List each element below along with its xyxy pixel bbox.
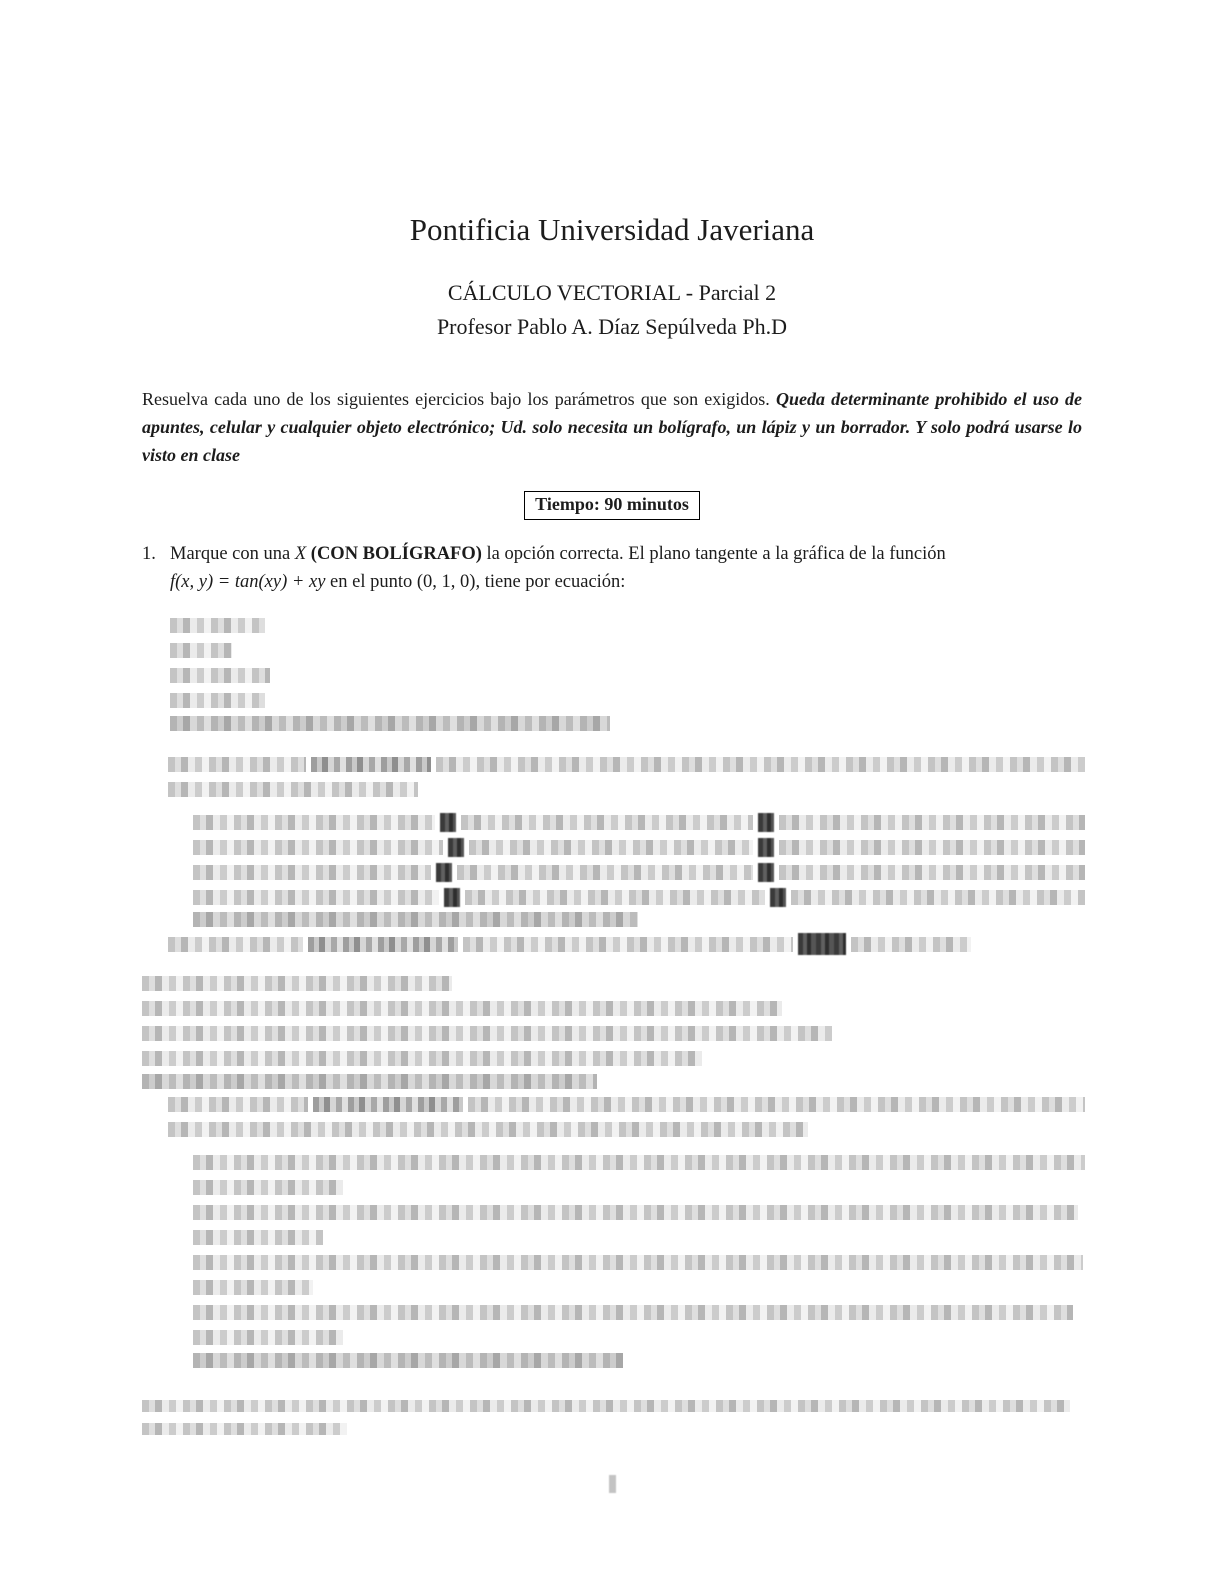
redacted-text-segment — [170, 716, 610, 731]
redacted-text-segment — [193, 1155, 1085, 1170]
redacted-text-segment — [193, 1280, 313, 1295]
redacted-text-segment — [468, 1097, 1085, 1112]
redacted-line — [193, 1155, 1082, 1170]
redacted-line — [142, 1074, 1082, 1089]
redacted-line — [193, 840, 1082, 855]
redacted-line — [168, 937, 1082, 952]
redacted-text-segment — [779, 815, 1085, 830]
redacted-text-segment — [436, 757, 1085, 772]
redacted-line — [193, 1280, 1082, 1295]
question-1-options-redacted — [170, 618, 1082, 731]
question-3-options-redacted — [142, 976, 1082, 1089]
redacted-line — [170, 668, 1082, 683]
redacted-formula-block — [770, 888, 786, 907]
question-4-options-redacted — [193, 1155, 1082, 1368]
redacted-line — [168, 782, 1082, 797]
question-2-prompt-redacted — [168, 757, 1082, 797]
redacted-text-segment — [170, 618, 265, 633]
redacted-text-segment — [168, 1122, 808, 1137]
redacted-text-segment — [851, 937, 971, 952]
redacted-line — [170, 716, 1082, 731]
redacted-line — [170, 618, 1082, 633]
question-1-number: 1. — [142, 544, 156, 564]
redacted-line — [170, 693, 1082, 708]
time-limit-box: Tiempo: 90 minutos — [524, 491, 700, 520]
redacted-text-segment — [193, 1180, 343, 1195]
redacted-formula-block — [436, 863, 452, 882]
redacted-text-segment — [142, 1423, 347, 1435]
question-2-options-redacted — [193, 815, 1082, 927]
redacted-text-segment — [193, 1255, 1083, 1270]
redacted-text-segment — [193, 1230, 323, 1245]
redacted-text-segment — [463, 937, 793, 952]
question-1 — [142, 540, 1082, 741]
redacted-line — [168, 1097, 1082, 1112]
redacted-line — [142, 1001, 1082, 1016]
redacted-text-segment — [779, 840, 1085, 855]
redacted-text-segment — [308, 937, 458, 952]
question-4-prompt-redacted — [168, 1097, 1082, 1137]
redacted-text-segment — [142, 1400, 1070, 1412]
redacted-text-segment — [193, 912, 638, 927]
question-1-prompt-pre: Marque con una — [170, 544, 295, 564]
redacted-text-segment — [168, 757, 306, 772]
redacted-text-segment — [457, 865, 753, 880]
redacted-text-segment — [193, 865, 431, 880]
redacted-line — [170, 643, 1082, 658]
redacted-line — [142, 1400, 1082, 1412]
page-content — [142, 385, 1082, 1435]
redacted-text-segment — [193, 890, 439, 905]
footnote-redacted — [142, 1400, 1082, 1435]
redacted-line — [142, 1051, 1082, 1066]
redacted-line — [193, 1305, 1082, 1320]
redacted-text-segment — [193, 1353, 623, 1368]
redacted-line — [193, 1255, 1082, 1270]
redacted-formula-block — [440, 813, 456, 832]
redacted-line — [168, 757, 1082, 772]
question-1-prompt-post: la opción correcta. El plano tangente a la gráfica de la función — [481, 544, 946, 564]
redacted-text-segment — [791, 890, 1085, 905]
redacted-line — [193, 1180, 1082, 1195]
redacted-line — [142, 1423, 1082, 1435]
redacted-line — [193, 815, 1082, 830]
question-1-prompt — [170, 540, 1082, 596]
redacted-formula-block — [444, 888, 460, 907]
redacted-line — [142, 1026, 1082, 1041]
page-number-redacted — [609, 1475, 616, 1493]
redacted-formula-block — [758, 863, 774, 882]
redacted-text-segment — [779, 865, 1085, 880]
instructions-paragraph — [142, 385, 1082, 469]
redacted-text-segment — [142, 1026, 832, 1041]
redacted-text-segment — [193, 1205, 1078, 1220]
redacted-text-segment — [193, 815, 435, 830]
redacted-text-segment — [142, 1001, 782, 1016]
redacted-text-segment — [170, 693, 265, 708]
redacted-line — [193, 1205, 1082, 1220]
redacted-text-segment — [461, 815, 753, 830]
redacted-text-segment — [465, 890, 765, 905]
question-1-variable-x: X — [294, 544, 307, 564]
redacted-text-segment — [170, 668, 270, 683]
redacted-line — [142, 976, 1082, 991]
question-1-bold-instruction: (CON BOLÍGRAFO) — [310, 544, 482, 564]
redacted-text-segment — [168, 1097, 308, 1112]
question-1-end-text: , tiene por ecuación: — [475, 572, 626, 592]
redacted-text-segment — [168, 937, 303, 952]
instructions-normal-text: Resuelva cada uno de los siguientes ejercicios bajo los parámetros que son exigidos. — [142, 389, 776, 409]
redacted-line — [193, 912, 1082, 927]
professor-line: Profesor Pablo A. Díaz Sepúlveda Ph.D — [436, 314, 788, 339]
redacted-formula-block — [798, 933, 846, 955]
redacted-text-segment — [168, 782, 418, 797]
time-box-container — [142, 491, 1082, 520]
redacted-line — [168, 1122, 1082, 1137]
redacted-text-segment — [170, 643, 232, 658]
instructions-emphasis-text: Queda determinante prohibido el uso de apuntes, celular y cualquier objeto electrónico; Ud. solo necesita un bolígrafo, un lápiz y un borrador. Y solo podrá usarse lo visto en clase — [142, 389, 1083, 465]
question-3-prompt-redacted — [168, 937, 1082, 952]
redacted-text-segment — [313, 1097, 463, 1112]
redacted-text-segment — [142, 976, 452, 991]
redacted-formula-block — [758, 838, 774, 857]
redacted-text-segment — [311, 757, 431, 772]
redacted-line — [193, 1230, 1082, 1245]
redacted-formula-block — [448, 838, 464, 857]
redacted-line — [193, 890, 1082, 905]
redacted-text-segment — [193, 1305, 1073, 1320]
question-2-redacted — [142, 757, 1082, 927]
page-title: Pontificia Universidad Javeriana — [409, 212, 815, 247]
redacted-text-segment — [142, 1074, 597, 1089]
question-1-point: (0, 1, 0) — [416, 572, 476, 592]
redacted-text-segment — [469, 840, 753, 855]
page-number-container — [0, 1475, 1224, 1493]
redacted-text-segment — [142, 1051, 702, 1066]
redacted-line — [193, 865, 1082, 880]
question-4-redacted — [142, 1097, 1082, 1368]
redacted-line — [193, 1330, 1082, 1345]
redacted-text-segment — [193, 1330, 343, 1345]
redacted-formula-block — [758, 813, 774, 832]
question-1-mid-text: en el punto — [325, 572, 417, 592]
question-3-redacted — [142, 937, 1082, 1089]
redacted-line — [193, 1353, 1082, 1368]
question-1-function-formula: f(x, y) = tan(xy) + xy — [170, 572, 326, 592]
redacted-text-segment — [193, 840, 443, 855]
course-subtitle: CÁLCULO VECTORIAL - Parcial 2 — [447, 280, 777, 305]
